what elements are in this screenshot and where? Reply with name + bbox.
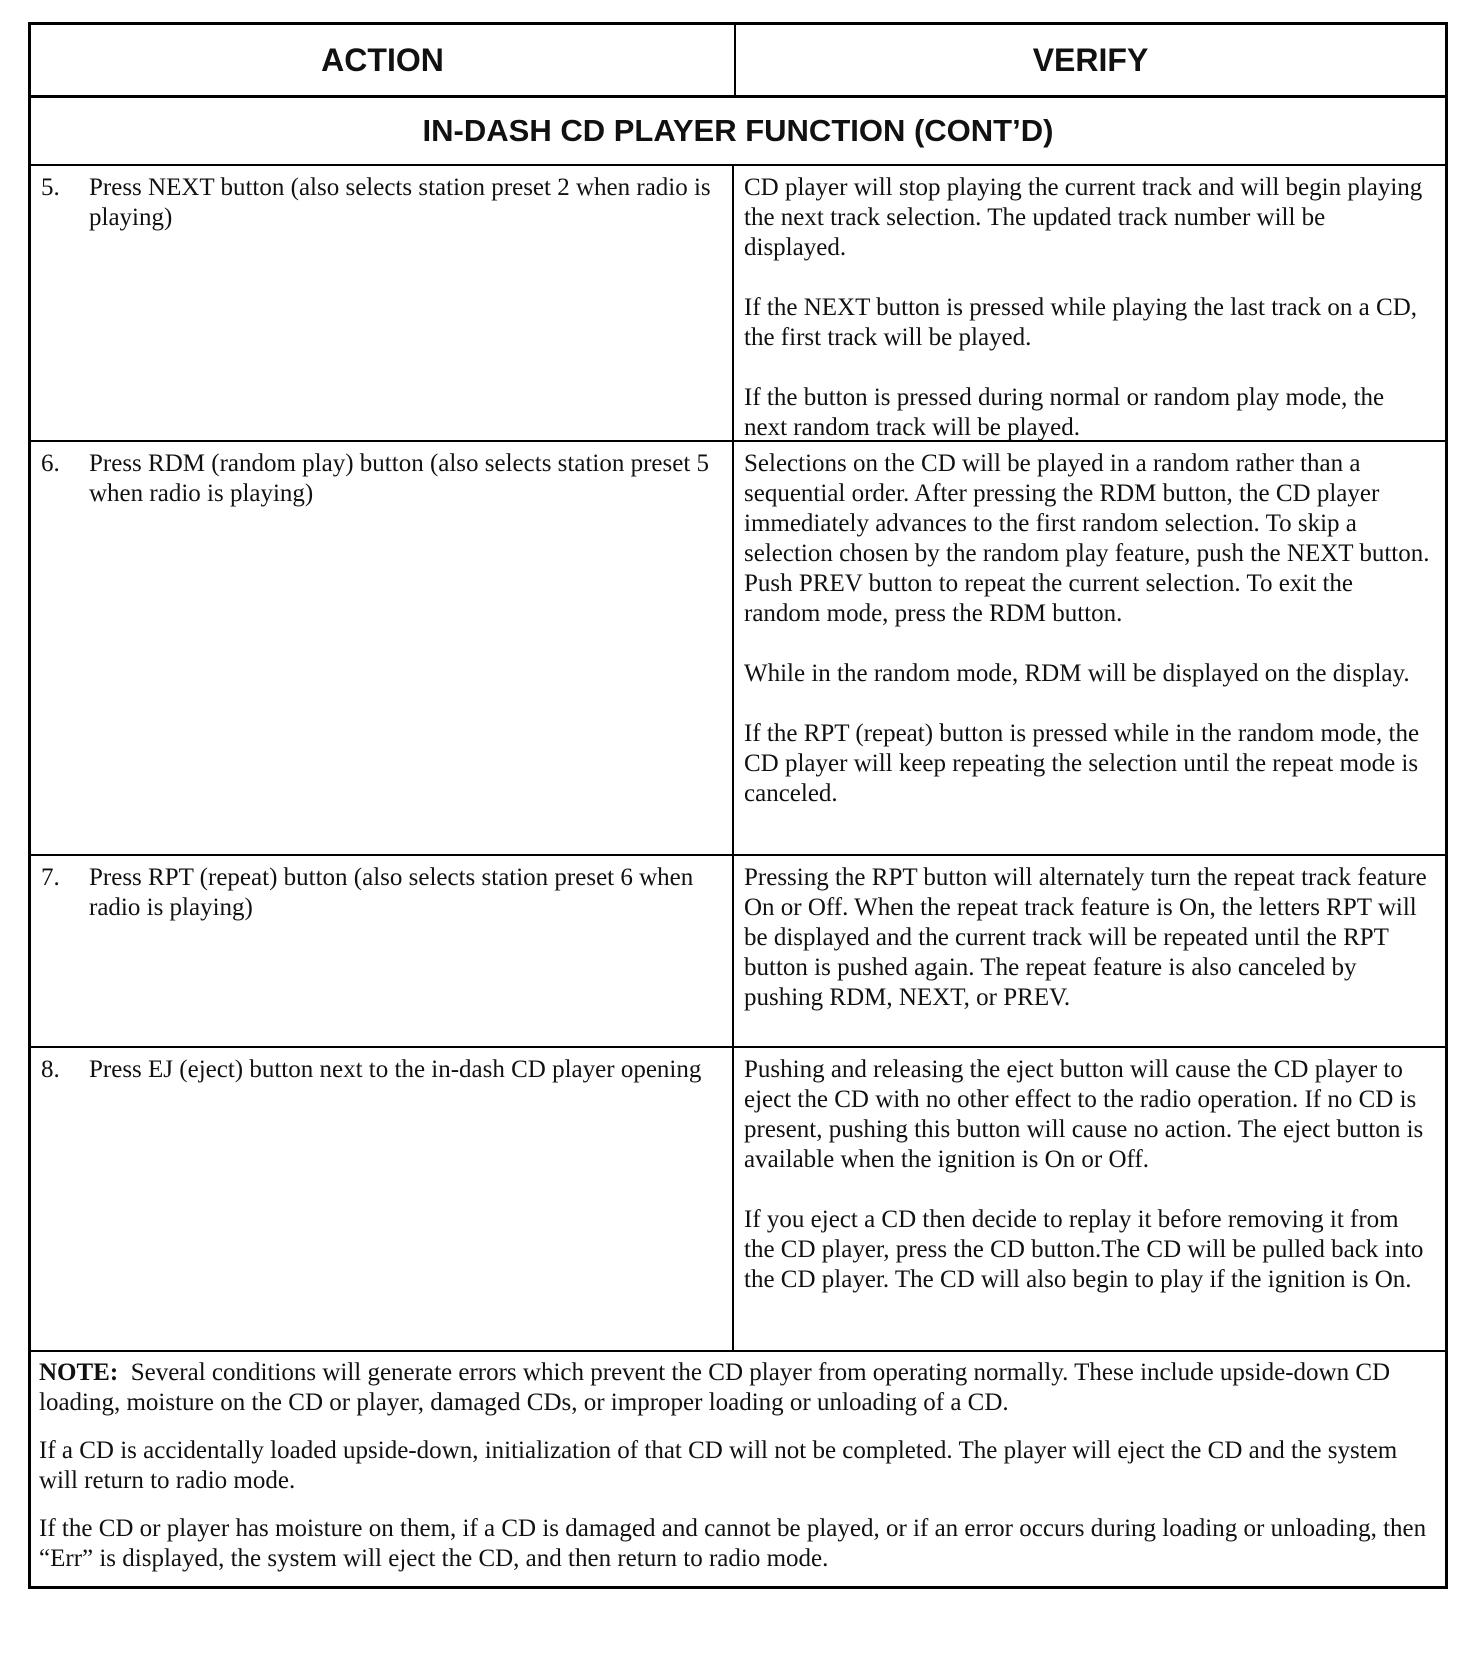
verify-paragraph: While in the random mode, RDM will be displayed on the display. bbox=[744, 660, 1410, 687]
action-text: Press EJ (eject) button next to the in-dash CD player opening bbox=[89, 1056, 702, 1083]
verify-cell bbox=[734, 856, 1445, 1046]
action-cell bbox=[31, 1048, 734, 1350]
table-row bbox=[31, 166, 1445, 442]
verify-paragraph: Selections on the CD will be played in a random rather than a sequential order. After pressing the RDM button, the CD player immediately advances to the first random selection. To skip a selection chosen by the random play feature, push the NEXT button. Push PREV button to repeat the current selection. To exit the random mode, press the RDM button. bbox=[744, 450, 1430, 627]
step-number: 8. bbox=[41, 1056, 60, 1083]
table-row bbox=[31, 856, 1445, 1048]
section-title: IN-DASH CD PLAYER FUNCTION (CONT’D) bbox=[31, 98, 1445, 166]
verify-paragraph: Pushing and releasing the eject button will cause the CD player to eject the CD with no other effect to the radio operation. If no CD is present, pushing this button will cause no action. The eject button is available when the ignition is On or Off. bbox=[744, 1056, 1424, 1173]
note-paragraph: If a CD is accidentally loaded upside-down, initialization of that CD will not be completed. The player will eject the CD and the system will return to radio mode. bbox=[39, 1437, 1398, 1494]
verify-paragraph: CD player will stop playing the current track and will begin playing the next track selection. The updated track number will be displayed. bbox=[744, 174, 1423, 261]
table-row bbox=[31, 1048, 1445, 1352]
step-number: 7. bbox=[41, 864, 60, 891]
note-label: NOTE: bbox=[39, 1359, 119, 1386]
table-row bbox=[31, 442, 1445, 856]
note-block bbox=[31, 1352, 1445, 1586]
note-paragraph: If the CD or player has moisture on them, if a CD is damaged and cannot be played, or if an error occurs during loading or unloading, then “Err” is displayed, the system will eject the CD, and then return to radio mode. bbox=[39, 1515, 1427, 1572]
verify-paragraph: If the NEXT button is pressed while playing the last track on a CD, the first track will be played. bbox=[744, 294, 1418, 351]
verify-cell bbox=[734, 442, 1445, 854]
verify-paragraph: Pressing the RPT button will alternately turn the repeat track feature On or Off. When the repeat track feature is On, the letters RPT will be displayed and the current track will be repeated until the RPT button is pushed again. The repeat feature is also canceled by pushing RDM, NEXT, or PREV. bbox=[744, 864, 1427, 1011]
verify-cell bbox=[734, 166, 1445, 440]
verify-paragraph: If you eject a CD then decide to replay it before removing it from the CD player, press the CD button.The CD will be pulled back into the CD player. The CD will also begin to play if the ignition is On. bbox=[744, 1206, 1424, 1293]
note-paragraph bbox=[39, 1358, 1435, 1418]
action-cell bbox=[31, 442, 734, 854]
verify-cell bbox=[734, 1048, 1445, 1350]
action-cell bbox=[31, 856, 734, 1046]
note-text: Several conditions will generate errors which prevent the CD player from operating normally. These include upside-down CD loading, moisture on the CD or player, damaged CDs, or improper loading or unloading of a CD. bbox=[39, 1359, 1391, 1416]
action-cell bbox=[31, 166, 734, 440]
procedure-table bbox=[28, 22, 1448, 1589]
action-column-header: ACTION bbox=[31, 25, 736, 95]
action-text: Press RDM (random play) button (also selects station preset 5 when radio is playing) bbox=[89, 450, 710, 507]
action-text: Press NEXT button (also selects station preset 2 when radio is playing) bbox=[89, 174, 711, 231]
verify-column-header: VERIFY bbox=[1032, 41, 1149, 78]
verify-paragraph: If the RPT (repeat) button is pressed while in the random mode, the CD player will keep repeating the selection until the repeat mode is canceled. bbox=[744, 720, 1420, 807]
step-number: 5. bbox=[41, 174, 60, 201]
action-text: Press RPT (repeat) button (also selects station preset 6 when radio is playing) bbox=[89, 864, 694, 921]
step-number: 6. bbox=[41, 450, 60, 477]
verify-paragraph: If the button is pressed during normal or random play mode, the next random track will be played. bbox=[744, 384, 1385, 441]
table-header bbox=[31, 25, 1445, 98]
